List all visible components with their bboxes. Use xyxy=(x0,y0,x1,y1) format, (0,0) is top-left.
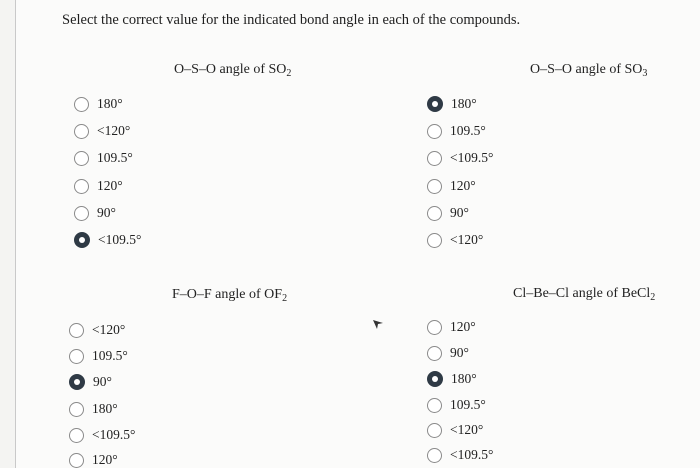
radio-button[interactable] xyxy=(74,206,89,221)
radio-button[interactable] xyxy=(69,323,84,338)
option-so3-5[interactable] xyxy=(427,232,483,248)
option-becl2-0[interactable] xyxy=(427,319,476,335)
option-label: <109.5° xyxy=(92,427,136,442)
option-label: 109.5° xyxy=(97,150,133,165)
radio-button-selected[interactable] xyxy=(74,232,90,248)
option-so3-0[interactable] xyxy=(427,96,477,112)
option-so3-2[interactable] xyxy=(427,150,493,166)
option-label: 180° xyxy=(97,96,123,111)
question-title-text: O–S–O angle of SO xyxy=(530,62,643,77)
option-so2-5[interactable] xyxy=(74,232,141,248)
option-so3-4[interactable] xyxy=(427,205,469,221)
radio-button[interactable] xyxy=(427,398,442,413)
option-so2-2[interactable] xyxy=(74,150,133,166)
question-title-of2 xyxy=(172,287,287,304)
option-of2-1[interactable] xyxy=(69,348,128,364)
option-so2-0[interactable] xyxy=(74,96,123,112)
option-label: <120° xyxy=(450,232,484,247)
option-of2-4[interactable] xyxy=(69,427,135,443)
option-of2-0[interactable] xyxy=(69,322,125,338)
question-title-text: O–S–O angle of SO xyxy=(174,62,287,77)
option-label: 180° xyxy=(451,96,477,111)
mouse-cursor-icon xyxy=(372,318,384,330)
radio-button-selected[interactable] xyxy=(427,96,443,112)
radio-button[interactable] xyxy=(427,346,442,361)
option-label: 120° xyxy=(450,319,476,334)
option-so2-1[interactable] xyxy=(74,123,130,139)
option-label: <109.5° xyxy=(98,232,142,247)
option-of2-3[interactable] xyxy=(69,401,118,417)
question-title-text: Cl–Be–Cl angle of BeCl xyxy=(513,286,651,301)
radio-button[interactable] xyxy=(69,402,84,417)
radio-button[interactable] xyxy=(74,124,89,139)
option-label: <109.5° xyxy=(450,447,494,462)
option-becl2-1[interactable] xyxy=(427,345,469,361)
radio-button[interactable] xyxy=(427,423,442,438)
radio-button[interactable] xyxy=(427,206,442,221)
option-becl2-2[interactable] xyxy=(427,371,477,387)
option-label: 180° xyxy=(451,371,477,386)
option-so2-3[interactable] xyxy=(74,178,123,194)
option-becl2-3[interactable] xyxy=(427,397,486,413)
option-label: <120° xyxy=(92,322,126,337)
radio-button[interactable] xyxy=(427,179,442,194)
option-label: 120° xyxy=(92,452,118,467)
option-label: 109.5° xyxy=(450,397,486,412)
option-label: <120° xyxy=(450,422,484,437)
radio-button[interactable] xyxy=(69,428,84,443)
radio-button[interactable] xyxy=(427,320,442,335)
option-becl2-5[interactable] xyxy=(427,447,493,463)
option-label: <120° xyxy=(97,123,131,138)
option-label: 180° xyxy=(92,401,118,416)
option-label: 90° xyxy=(93,374,112,389)
question-title-text: F–O–F angle of OF xyxy=(172,287,283,302)
question-title-subscript: 2 xyxy=(650,292,656,303)
radio-button-selected[interactable] xyxy=(427,371,443,387)
question-panel xyxy=(15,0,700,468)
radio-button[interactable] xyxy=(427,233,442,248)
radio-button[interactable] xyxy=(74,179,89,194)
radio-button[interactable] xyxy=(69,349,84,364)
option-so3-3[interactable] xyxy=(427,178,476,194)
radio-button[interactable] xyxy=(74,97,89,112)
option-becl2-4[interactable] xyxy=(427,422,483,438)
option-label: 90° xyxy=(450,205,469,220)
option-label: <109.5° xyxy=(450,150,494,165)
option-of2-5[interactable] xyxy=(69,452,118,468)
option-so2-4[interactable] xyxy=(74,205,116,221)
option-label: 120° xyxy=(97,178,123,193)
radio-button[interactable] xyxy=(69,453,84,468)
question-title-so3 xyxy=(530,62,647,79)
question-title-subscript: 2 xyxy=(286,68,292,79)
question-title-subscript: 2 xyxy=(282,293,288,304)
question-title-subscript: 3 xyxy=(642,68,648,79)
question-prompt: Select the correct value for the indicated bond angle in each of the compounds. xyxy=(62,12,521,28)
question-title-so2 xyxy=(174,62,291,79)
option-label: 120° xyxy=(450,178,476,193)
option-so3-1[interactable] xyxy=(427,123,486,139)
radio-button[interactable] xyxy=(427,151,442,166)
radio-button[interactable] xyxy=(427,448,442,463)
option-of2-2[interactable] xyxy=(69,374,112,390)
option-label: 109.5° xyxy=(92,348,128,363)
option-label: 90° xyxy=(97,205,116,220)
option-label: 90° xyxy=(450,345,469,360)
option-label: 109.5° xyxy=(450,123,486,138)
radio-button-selected[interactable] xyxy=(69,374,85,390)
question-title-becl2 xyxy=(513,286,655,303)
radio-button[interactable] xyxy=(427,124,442,139)
radio-button[interactable] xyxy=(74,151,89,166)
